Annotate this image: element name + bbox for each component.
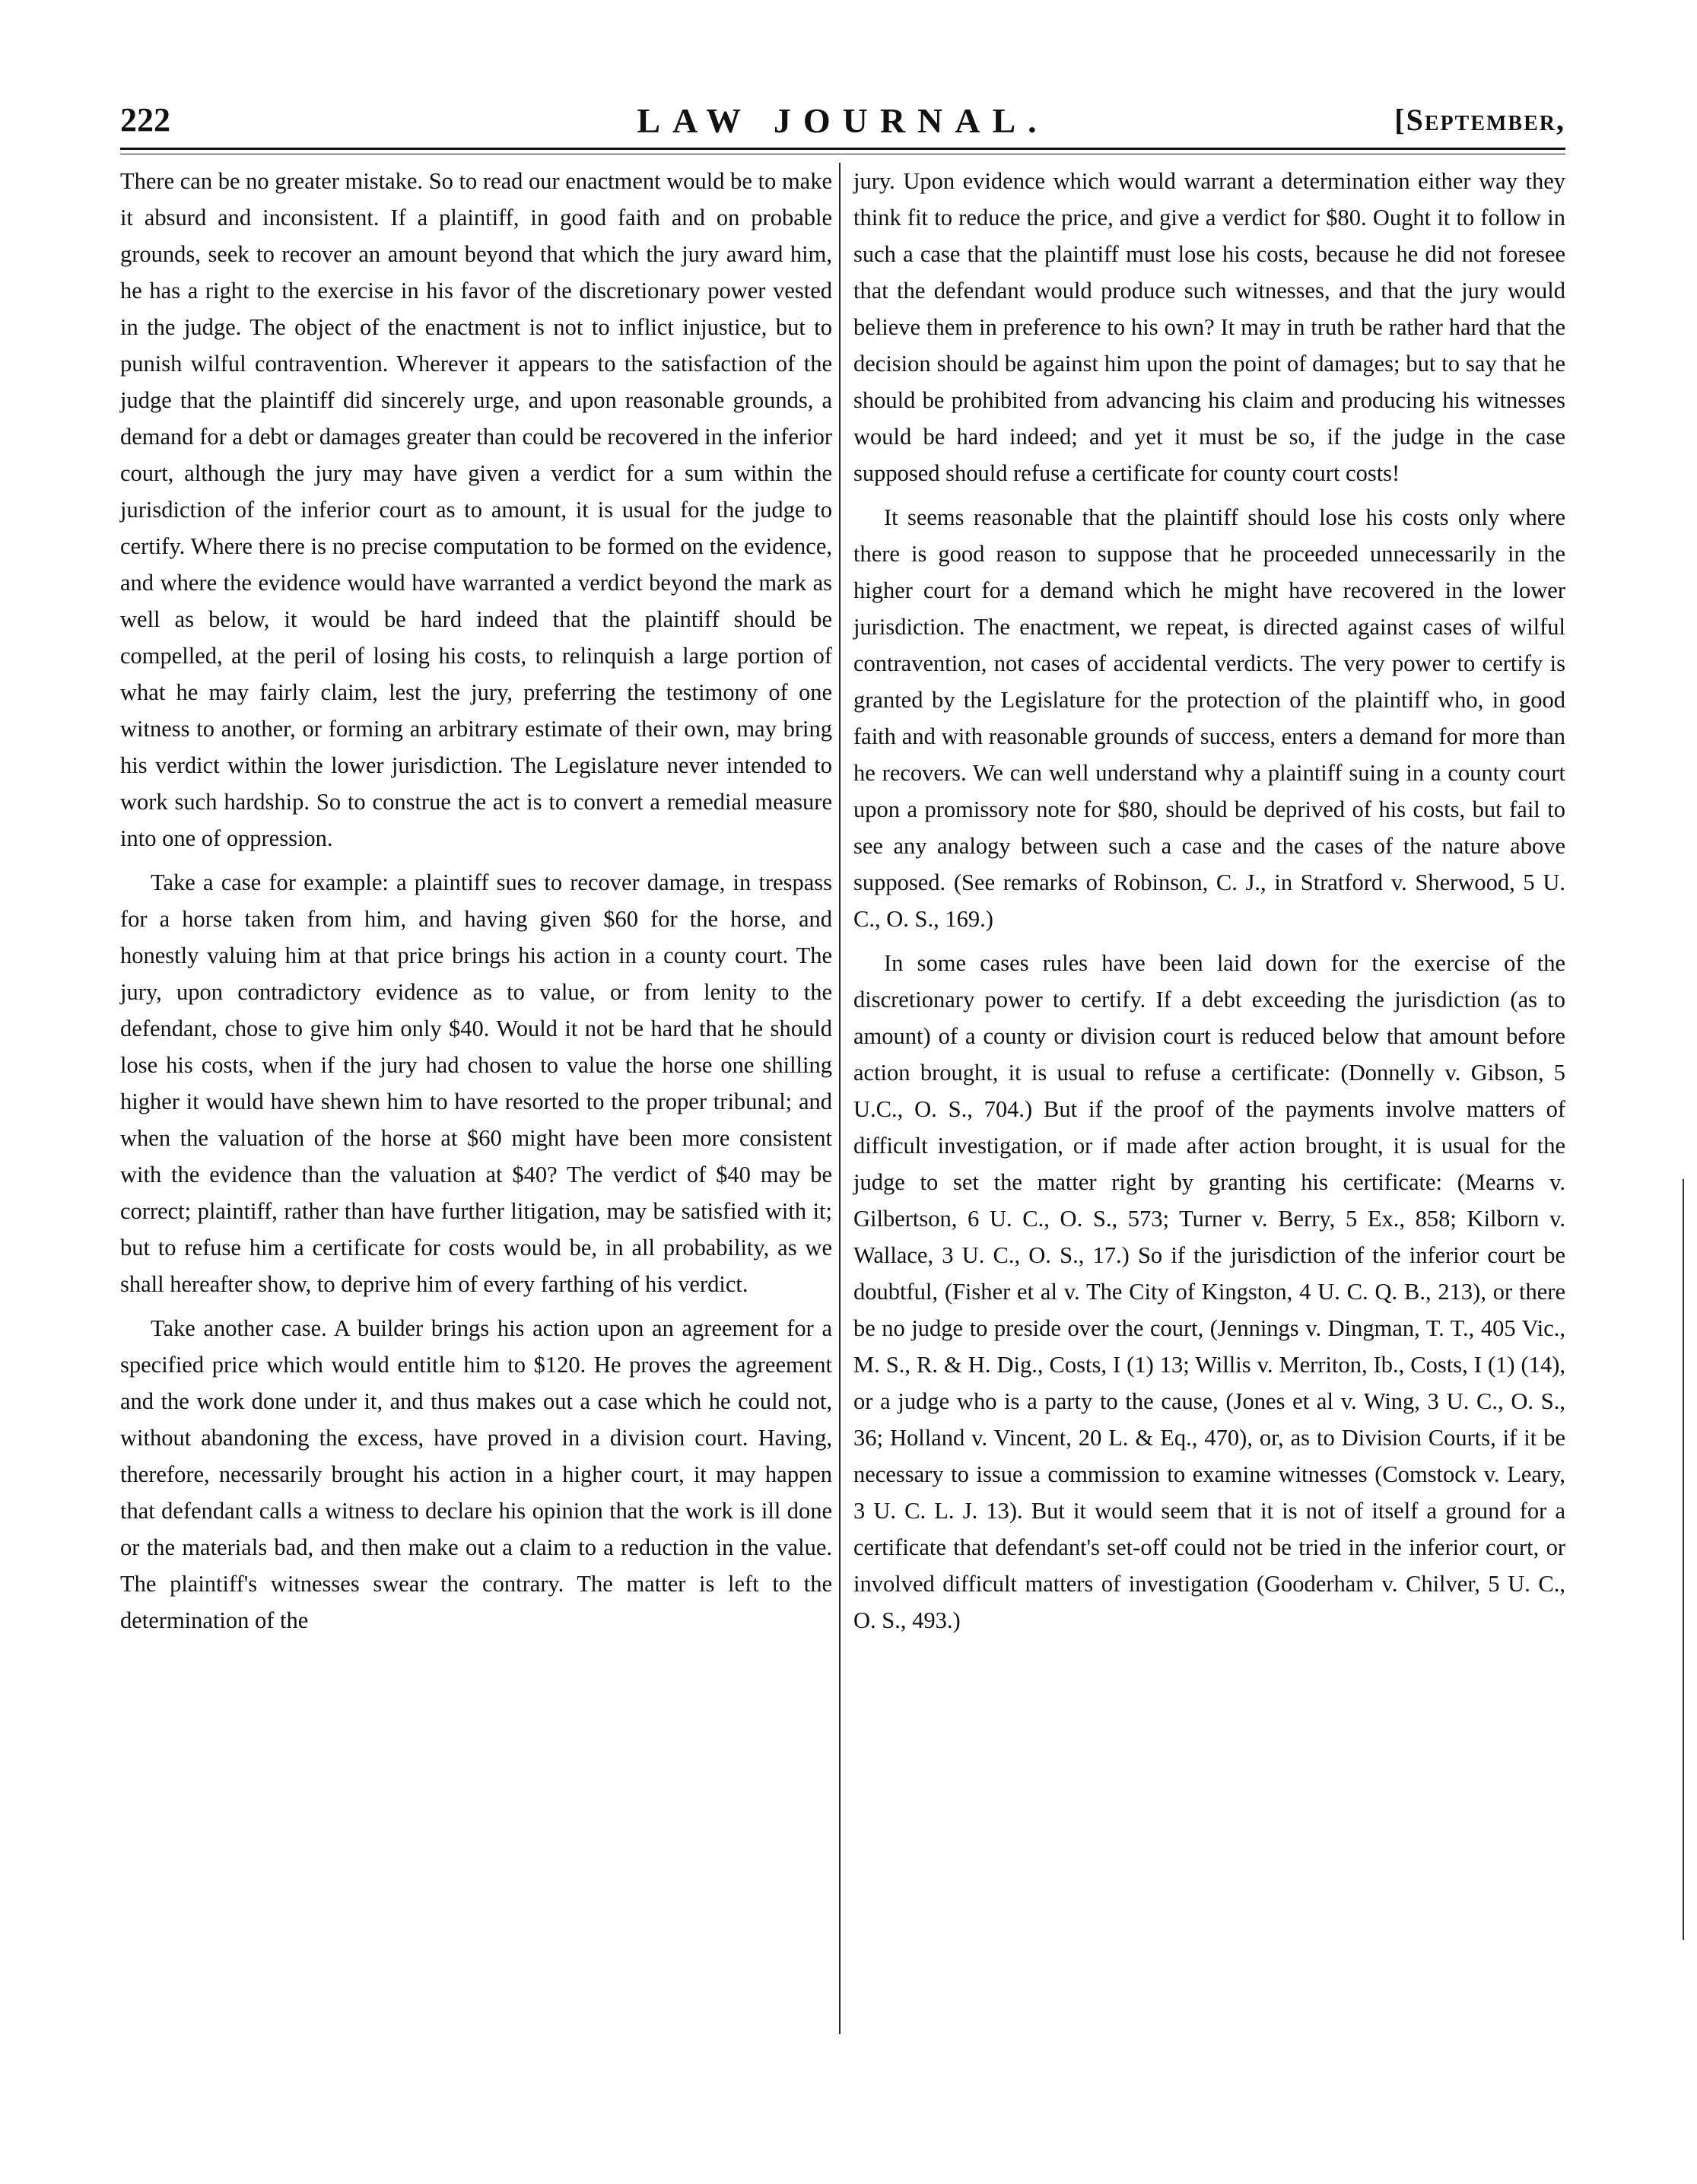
- right-paragraph-3: In some cases rules have been laid down for the exercise of the discretionary power to certify. If a debt exceeding the jurisdiction (as to amount) of a county or division court is reduced below that amount before action brought, it is usual to refuse a certificate: (Donnelly v. Gibson, 5 U.C., O. S., 704.) But if the proof of the payments involve matters of difficult investigation, or if made after action brought, it is usual for the judge to set the matter right by granting his certificate: (Mearns v. Gilbertson, 6 U. C., O. S., 573; Turner v. Berry, 5 Ex., 858; Kilborn v. Wallace, 3 U. C., O. S., 17.) So if the jurisdiction of the inferior court be doubtful, (Fisher et al v. The City of Kingston, 4 U. C. Q. B., 213), or there be no judge to preside over the court, (Jennings v. Dingman, T. T., 405 Vic., M. S., R. & H. Dig., Costs, I (1) 13; Willis v. Merriton, Ib., Costs, I (1) (14), or a judge who is a party to the cause, (Jones et al v. Wing, 3 U. C., O. S., 36; Holland v. Vincent, 20 L. & Eq., 470), or, as to Division Courts, if it be necessary to issue a commission to examine witnesses (Comstock v. Leary, 3 U. C. L. J. 13). But it would seem that it is not of itself a ground for a certificate that defendant's set-off could not be tried in the inferior court, or involved difficult matters of investigation (Gooderham v. Chilver, 5 U. C., O. S., 493.): [853, 950, 1565, 1633]
- left-column: [120, 163, 832, 1639]
- running-month: [September,: [1394, 103, 1565, 137]
- page-header: [120, 100, 1565, 146]
- column-divider: [839, 163, 841, 2034]
- left-paragraph-3: Take another case. A builder brings his action upon an agreement for a specified price which would entitle him to $120. He proves the agreement and the work done under it, and thus makes out a case which he could not, without abandoning the excess, have proved in a division court. Having, therefore, necessarily brought his action in a higher court, it may happen that defendant calls a witness to declare his opinion that the work is ill done or the materials bad, and then make out a claim to a reduction in the value. The plaintiff's witnesses swear the contrary. The matter is left to the determination of the: [120, 1315, 832, 1633]
- margin-line: [1683, 1179, 1684, 1940]
- left-paragraph-2: Take a case for example: a plaintiff sues to recover damage, in trespass for a horse taken from him, and having given $60 for the horse, and honestly valuing him at that price brings his action in a county court. The jury, upon contradictory evidence as to value, or from lenity to the defendant, chose to give him only $40. Would it not be hard that he should lose his costs, when if the jury had chosen to value the horse one shilling higher it would have shewn him to have resorted to the proper tribunal; and when the valuation of the horse at $60 might have been more consistent with the evidence than the valuation at $40? The verdict of $40 may be correct; plaintiff, rather than have further litigation, may be satisfied with it; but to refuse him a certificate for costs would be, in all probability, as we shall hereafter show, to deprive him of every farthing of his verdict.: [120, 869, 832, 1297]
- right-paragraph-1: jury. Upon evidence which would warrant a determination either way they think fit to reduce the price, and give a verdict for $80. Ought it to follow in such a case that the plaintiff must lose his costs, because he did not foresee that the defendant would produce such witnesses, and that the jury would believe them in preference to his own? It may in truth be rather hard that the decision should be against him upon the point of damages; but to say that he should be prohibited from advancing his claim and producing his witnesses would be hard indeed; and yet it must be so, if the judge in the case supposed should refuse a certificate for county court costs!: [853, 168, 1565, 486]
- right-paragraph-2: It seems reasonable that the plaintiff should lose his costs only where there is good reason to suppose that he proceeded unnecessarily in the higher court for a demand which he might have recovered in the lower jurisdiction. The enactment, we repeat, is directed against cases of wilful contravention, not cases of accidental verdicts. The very power to certify is granted by the Legislature for the protection of the plaintiff who, in good faith and with reasonable grounds of success, enters a demand for more than he recovers. We can well understand why a plaintiff suing in a county court upon a promissory note for $80, should be deprived of his costs, but fail to see any analogy between such a case and the cases of the nature above supposed. (See remarks of Robinson, C. J., in Stratford v. Sherwood, 5 U. C., O. S., 169.): [853, 504, 1565, 932]
- running-title: LAW JOURNAL.: [637, 101, 1049, 140]
- page-number: 222: [120, 101, 170, 138]
- left-paragraph-1: There can be no greater mistake. So to read our enactment would be to make it absurd and inconsistent. If a plaintiff, in good faith and on probable grounds, seek to recover an amount beyond that which the jury award him, he has a right to the exercise in his favor of the discretionary power vested in the judge. The object of the enactment is not to inflict injustice, but to punish wilful contravention. Wherever it appears to the satisfaction of the judge that the plaintiff did sincerely urge, and upon reasonable grounds, a demand for a debt or damages greater than could be recovered in the inferior court, although the jury may have given a verdict for a sum within the jurisdiction of the inferior court as to amount, it is usual for the judge to certify. Where there is no precise computation to be formed on the evidence, and where the evidence would have warranted a verdict beyond the mark as well as below, it would be hard indeed that the plaintiff should be compelled, at the peril of losing his costs, to relinquish a large portion of what he may fairly claim, lest the jury, preferring the testimony of one witness to another, or forming an arbitrary estimate of their own, may bring his verdict within the lower jurisdiction. The Legislature never intended to work such hardship. So to construe the act is to convert a remedial measure into one of oppression.: [120, 168, 832, 851]
- header-rule: [120, 148, 1565, 150]
- right-column: [853, 163, 1565, 1639]
